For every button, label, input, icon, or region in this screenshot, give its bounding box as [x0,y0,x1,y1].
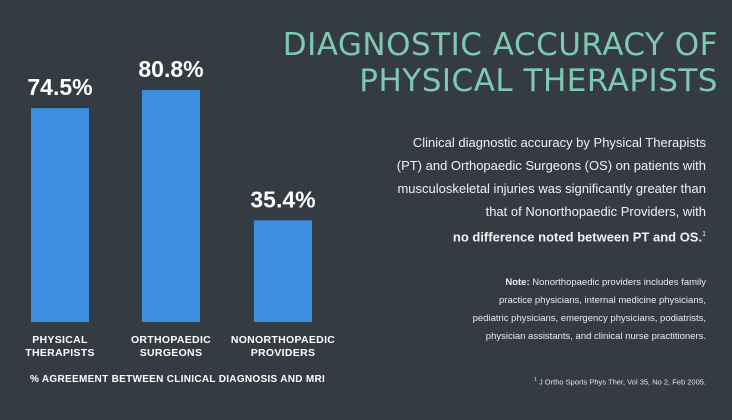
category-label-3-line-2: PROVIDERS [250,347,316,359]
category-label-2-line-1: ORTHOPAEDIC [130,334,212,346]
bar-3 [254,220,312,322]
category-label-1-line-2: THERAPISTS [25,347,95,359]
bar-value-label-3: 35.4% [250,186,316,213]
bar-value-label-1: 74.5% [27,74,93,101]
description-line: Clinical diagnostic accuracy by Physical Therapists [412,135,706,150]
description-paragraph [346,131,706,248]
description-line: (PT) and Orthopaedic Surgeons (OS) on patients with [396,158,706,173]
description-emphasis-line [346,223,706,248]
page-title-line-1: DIAGNOSTIC ACCURACY OF [282,27,718,63]
bar-2 [142,90,200,322]
category-label-3-line-1: NONORTHOPAEDIC [230,334,336,346]
description-emphasis: no difference noted between PT and OS. [452,229,703,245]
note-line: pediatric physicians, emergency physicians, podiatrists, [472,313,706,324]
citation-text: J Ortho Sports Phys Ther, Vol 35, No 2, Feb 2005. [538,377,706,387]
bar-value-label-2: 80.8% [138,56,204,82]
note-line: practice physicians, internal medicine physicians, [499,295,706,306]
x-axis-title: % AGREEMENT BETWEEN CLINICAL DIAGNOSIS AND MRI [30,374,326,385]
page-title-line-2: PHYSICAL THERAPISTS [359,63,718,99]
note-line: physician assistants, and clinical nurse practitioners. [485,331,706,342]
citation [534,377,706,387]
footnote-marker: 1 [702,231,706,238]
note-block [406,274,706,346]
description-line: musculoskeletal injuries was significantly greater than [397,181,706,196]
description-line: that of Nonorthopaedic Providers, with [485,204,706,219]
category-label-2-line-2: SURGEONS [139,347,203,359]
bar-1 [31,108,89,322]
note-text: Nonorthopaedic providers includes family [532,277,706,288]
category-label-1-line-1: PHYSICAL [32,334,88,346]
note-label: Note: [505,277,530,288]
citation-marker: 1 [534,377,537,383]
note-line [406,274,706,292]
